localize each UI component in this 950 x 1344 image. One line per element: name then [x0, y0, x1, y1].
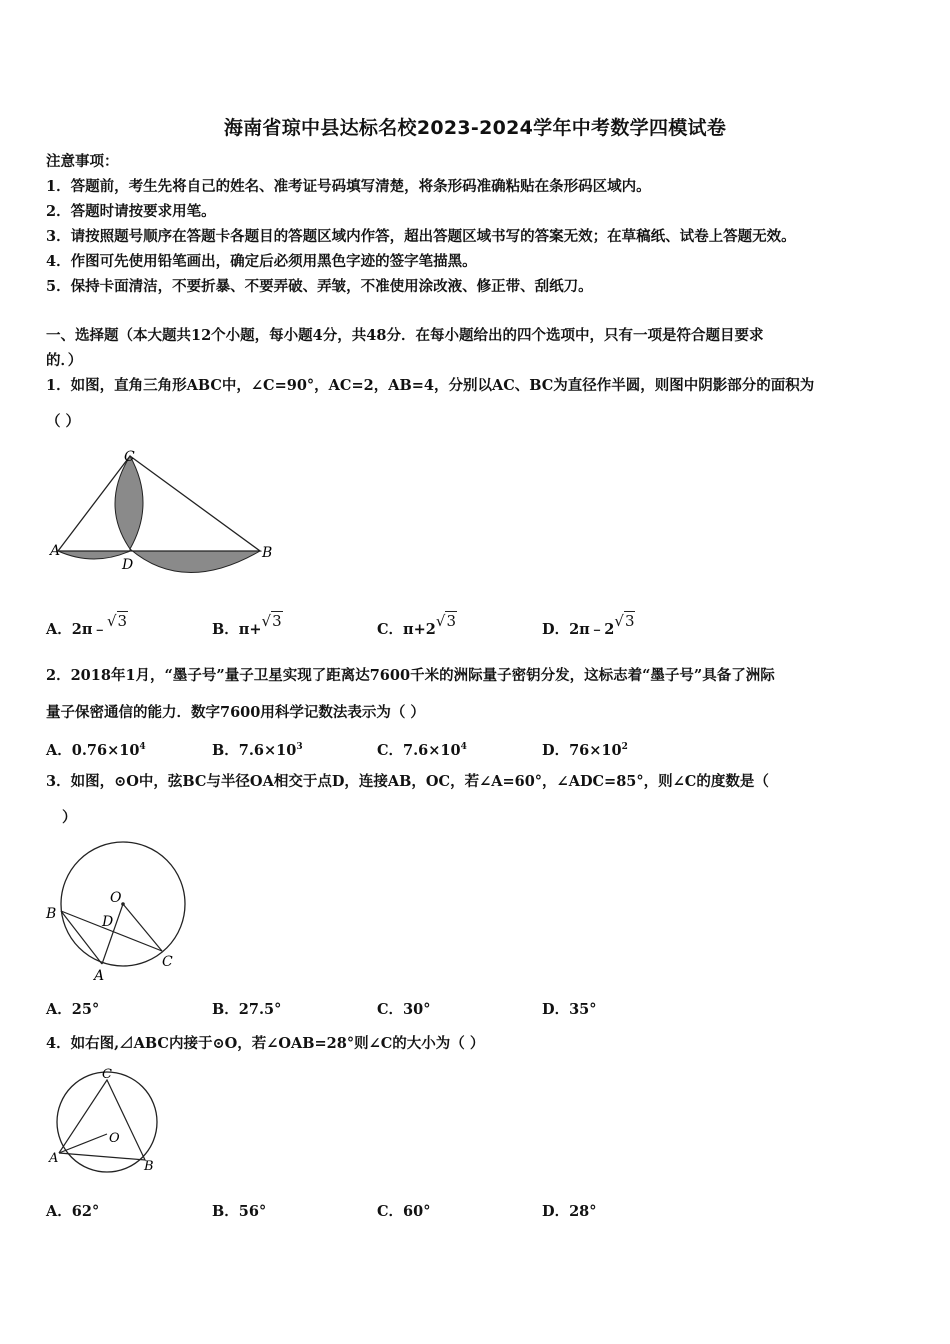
q4-label-c: C — [102, 1067, 112, 1082]
q1-option-b-label: B． — [212, 621, 239, 638]
q1-option-b-text: π+ — [238, 621, 262, 638]
q3-option-d-text: 35° — [569, 1001, 597, 1018]
notice-item-5: 5．保持卡面清洁，不要折暴、不要弄破、弄皱，不准使用涂改液、修正带、刮纸刀。 — [46, 278, 593, 295]
q1-option-b[interactable] — [212, 612, 283, 640]
q3-option-b[interactable] — [212, 1000, 281, 1020]
q2-option-c-base: 7.6×10 — [403, 741, 461, 759]
q3-option-c[interactable] — [377, 1000, 430, 1020]
q4-option-b-text: 56° — [238, 1203, 267, 1220]
q3-option-b-label: B． — [212, 1001, 239, 1018]
q1-shaded-lower — [130, 549, 260, 573]
q4-option-b[interactable] — [212, 1202, 266, 1222]
q1-label-b: B — [262, 545, 273, 561]
notice-heading: 注意事项： — [46, 153, 119, 170]
q4-radius-oa — [59, 1134, 107, 1153]
q1-option-d[interactable] — [542, 612, 635, 640]
q2-option-a-base: 0.76×10 — [71, 741, 140, 759]
q2-option-c-exp: 4 — [460, 742, 467, 752]
section-heading-line1: 一、选择题（本大题共12个小题，每小题4分，共48分．在每小题给出的四个选项中，只有一项是符合题目要求 — [46, 327, 764, 344]
q1-label-c: C — [124, 449, 135, 465]
q1-option-c[interactable] — [377, 612, 457, 640]
q3-option-c-text: 30° — [403, 1001, 431, 1018]
q1-shaded-left — [58, 551, 130, 559]
q2-option-a[interactable] — [46, 737, 146, 761]
q4-option-a-text: 62° — [71, 1203, 100, 1220]
q1-option-c-text: π+2 — [403, 621, 436, 638]
q4-label-o: O — [109, 1131, 120, 1146]
q4-option-c-label: C． — [377, 1203, 404, 1220]
q4-option-d-label: D． — [542, 1203, 570, 1220]
q1-option-b-sqrt: √3 — [261, 612, 282, 630]
q1-stem-line2: （ ） — [46, 413, 81, 430]
q4-label-a: A — [49, 1151, 59, 1166]
q2-option-b-exp: 3 — [296, 742, 303, 752]
notice-item-4: 4．作图可先使用铅笔画出，确定后必须用黑色字迹的签字笔描黑。 — [46, 253, 477, 270]
q1-option-a-radicand: 3 — [117, 612, 128, 630]
q4-option-d[interactable] — [542, 1202, 597, 1222]
q3-figure — [40, 838, 200, 988]
q4-label-b: B — [144, 1159, 154, 1174]
q3-label-b: B — [46, 906, 57, 922]
q1-option-a-label: A． — [46, 621, 72, 638]
q4-option-c-text: 60° — [403, 1203, 431, 1220]
q3-segment-oc — [123, 904, 162, 951]
q2-option-c[interactable] — [377, 737, 467, 761]
q3-stem-line1: 3．如图，⊙O中，弦BC与半径OA相交于点D，连接AB，OC，若∠A=60°，∠ADC=85°，则∠C的度数是（ — [46, 773, 769, 790]
q1-label-a: A — [50, 543, 61, 559]
q2-option-b-label: B． — [212, 741, 239, 759]
q3-label-a: A — [94, 968, 105, 984]
q4-option-d-text: 28° — [569, 1203, 597, 1220]
q4-option-a[interactable] — [46, 1202, 99, 1222]
q1-figure — [44, 445, 284, 595]
q2-option-a-label: A． — [46, 741, 72, 759]
q4-figure — [44, 1066, 164, 1178]
q3-label-d: D — [102, 914, 114, 930]
q1-option-a-sqrt: √3 — [106, 612, 128, 630]
notice-item-1: 1．答题前，考生先将自己的姓名、准考证号码填写清楚，将条形码准确粘贴在条形码区域内。 — [46, 178, 651, 195]
q1-triangle — [58, 456, 260, 551]
q2-stem-line1: 2．2018年1月，“墨子号”量子卫星实现了距离达7600千米的洲际量子密钥分发，这标志着“墨子号”具备了洲际 — [46, 667, 775, 684]
q1-option-d-text: 2π﹣2 — [569, 621, 615, 638]
q3-option-d-label: D． — [542, 1001, 570, 1018]
q4-option-a-label: A． — [46, 1203, 72, 1220]
q1-option-a[interactable] — [46, 612, 128, 640]
q3-label-o: O — [110, 890, 122, 906]
notice-item-2: 2．答题时请按要求用笔。 — [46, 203, 216, 220]
q1-option-d-label: D． — [542, 621, 570, 638]
notice-item-3: 3．请按照题号顺序在答题卡各题目的答题区域内作答，超出答题区域书写的答案无效；在草稿纸、试卷上答题无效。 — [46, 228, 796, 245]
q2-option-b-base: 7.6×10 — [238, 741, 297, 759]
q3-option-a-text: 25° — [71, 1001, 100, 1018]
q3-option-a-label: A． — [46, 1001, 72, 1018]
q2-option-d[interactable] — [542, 737, 628, 761]
q2-stem-line2: 量子保密通信的能力．数字7600用科学记数法表示为（ ） — [46, 704, 425, 721]
q2-option-d-label: D． — [542, 741, 570, 759]
q3-option-d[interactable] — [542, 1000, 597, 1020]
q1-option-a-text: 2π﹣ — [71, 621, 107, 638]
q1-option-b-radicand: 3 — [272, 612, 282, 630]
q1-option-c-label: C． — [377, 621, 404, 638]
q1-label-d: D — [122, 557, 134, 573]
q3-label-c: C — [162, 954, 173, 970]
q2-option-d-base: 76×10 — [569, 741, 622, 759]
q1-option-c-sqrt: √3 — [435, 612, 457, 630]
q2-option-d-exp: 2 — [621, 742, 628, 752]
q3-option-b-text: 27.5° — [238, 1001, 282, 1018]
q3-option-a[interactable] — [46, 1000, 99, 1020]
section-heading-line2: 的．） — [46, 352, 83, 369]
exam-title: 海南省琼中县达标名校2023-2024学年中考数学四模试卷 — [223, 117, 727, 139]
q4-stem-line1: 4．如右图,⊿ABC内接于⊙O，若∠OAB=28°则∠C的大小为（ ） — [46, 1035, 485, 1052]
q1-option-d-radicand: 3 — [624, 612, 635, 630]
q3-option-c-label: C． — [377, 1001, 404, 1018]
q2-option-a-exp: 4 — [139, 742, 146, 752]
q2-option-b[interactable] — [212, 737, 303, 761]
q3-stem-line2: ） — [62, 809, 77, 826]
q4-option-c[interactable] — [377, 1202, 430, 1222]
q1-option-c-radicand: 3 — [446, 612, 457, 630]
q4-option-b-label: B． — [212, 1203, 239, 1220]
q3-center-dot — [121, 902, 125, 906]
q1-stem-line1: 1．如图，直角三角形ABC中，∠C=90°，AC=2，AB=4，分别以AC、BC为直径作半圆，则图中阴影部分的面积为 — [46, 377, 815, 394]
q2-option-c-label: C． — [377, 741, 404, 759]
q1-option-d-sqrt: √3 — [614, 612, 635, 630]
